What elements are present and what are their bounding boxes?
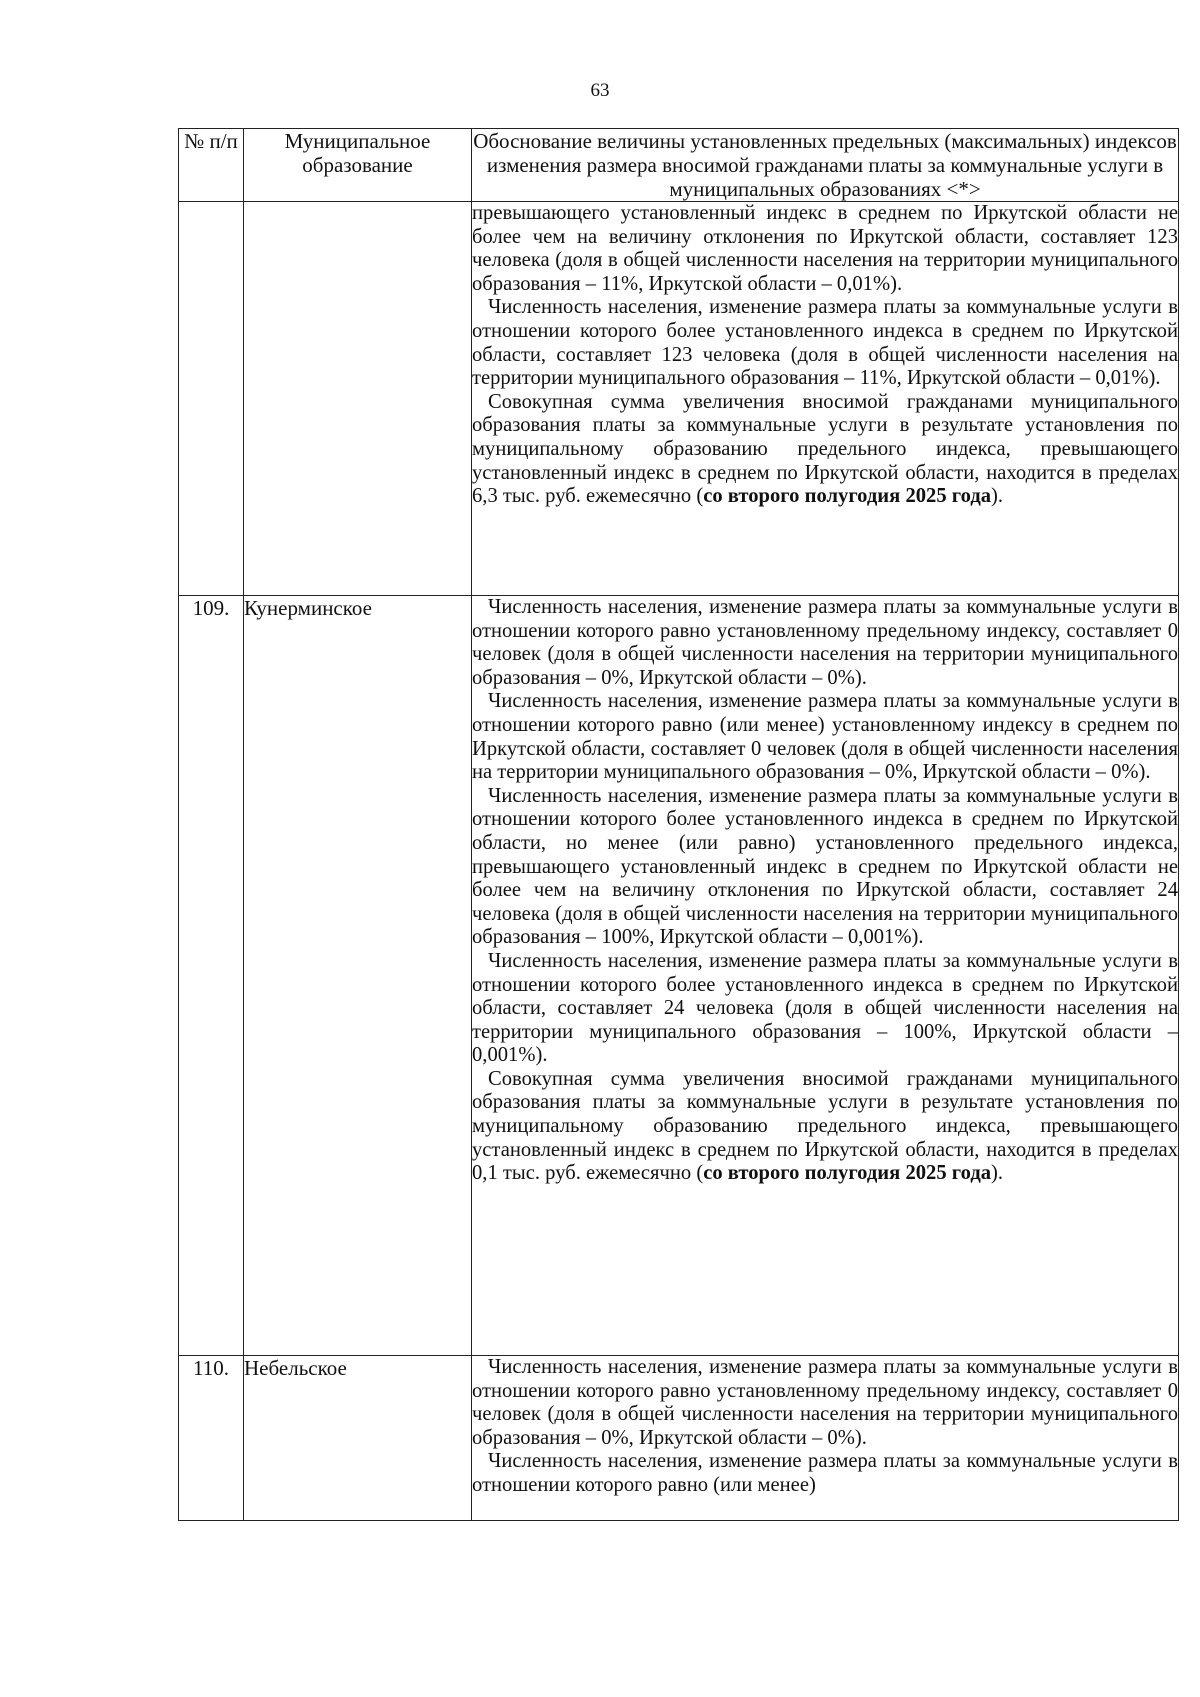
row-number: 110. — [179, 1356, 244, 1521]
header-justification: Обоснование величины установленных предельных (максимальных) индексов изменения размера вносимой гражданами платы за коммунальные услуги в муниципальных образованиях <*> — [473, 129, 1177, 201]
paragraph — [472, 391, 1178, 509]
table-row — [179, 202, 1179, 596]
bold-period: со второго полугодия 2025 года — [703, 1162, 992, 1185]
page-number: 63 — [590, 80, 610, 101]
paragraph-text: Совокупная сумма увеличения вносимой гражданами муниципального образования платы за коммунальные услуги в результате установления по муниципальному образованию предельного индекса, превышающего установленный индекс в среднем по Иркутской области, находится в пределах 0,1 тыс. руб. ежемесячно ( — [472, 1067, 1178, 1185]
justification-cell — [472, 1356, 1179, 1521]
paragraph-tail: ). — [991, 485, 1004, 508]
paragraph: Численность населения, изменение размера платы за коммунальные услуги в отношении которого равно установленному предельному индексу, составляет 0 человек (доля в общей численности населения на территории муниципального образования – 0%, Иркутской области – 0%). — [472, 596, 1178, 689]
municipality-name: Небельское — [244, 1356, 472, 1521]
header-num: № п/п — [179, 129, 244, 202]
paragraph: Численность населения, изменение размера платы за коммунальные услуги в отношении которого более установленного индекса в среднем по Иркутской области, составляет 123 человека (доля в общей численности населения на территории муниципального образования – 11%, Иркутской области – 0,01%). — [472, 296, 1178, 390]
header-municipality: Муниципальное образование — [244, 129, 472, 202]
municipality-name: Кунерминское — [244, 596, 472, 1356]
paragraph-text: Совокупная сумма увеличения вносимой гражданами муниципального образования платы за коммунальные услуги в результате установления по муниципальному образованию предельного индекса, превышающего установленный индекс в среднем по Иркутской области, находится в пределах 6,3 тыс. руб. ежемесячно ( — [472, 390, 1178, 508]
paragraph: Численность населения, изменение размера платы за коммунальные услуги в отношении которого более установленного индекса в среднем по Иркутской области, но менее (или равно) установленного предельного индекса, превышающего установленный индекс в среднем по Иркутской области не более чем на величину отклонения по Иркутской области, составляет 24 человека (доля в общей численности населения на территории муниципального образования – 100%, Иркутской области – 0,001%). — [472, 784, 1178, 949]
paragraph: превышающего установленный индекс в среднем по Иркутской области не более чем на величину отклонения по Иркутской области, составляет 123 человека (доля в общей численности населения на территории муниципального образования – 11%, Иркутской области – 0,01%). — [472, 202, 1178, 295]
justification-cell — [472, 596, 1179, 1356]
table-row — [179, 1356, 1179, 1521]
justification-table — [178, 128, 1179, 1521]
row-number — [179, 202, 244, 596]
bold-period: со второго полугодия 2025 года — [703, 485, 992, 508]
justification-cell — [472, 202, 1179, 596]
table-row — [179, 596, 1179, 1356]
paragraph-tail: ). — [991, 1162, 1004, 1185]
row-number: 109. — [179, 596, 244, 1356]
paragraph: Численность населения, изменение размера платы за коммунальные услуги в отношении которого равно (или менее) установленному индексу в среднем по Иркутской области, составляет 0 человек (доля в общей численности населения на территории муниципального образования – 0%, Иркутской области – 0%). — [472, 690, 1178, 784]
municipality-name — [244, 202, 472, 596]
table-header-row — [179, 129, 1179, 202]
paragraph: Численность населения, изменение размера платы за коммунальные услуги в отношении которого равно (или менее) — [472, 1450, 1178, 1496]
paragraph: Численность населения, изменение размера платы за коммунальные услуги в отношении которого равно установленному предельному индексу, составляет 0 человек (доля в общей численности населения на территории муниципального образования – 0%, Иркутской области – 0%). — [472, 1356, 1178, 1449]
paragraph — [472, 1068, 1178, 1186]
paragraph: Численность населения, изменение размера платы за коммунальные услуги в отношении которого более установленного индекса в среднем по Иркутской области, составляет 24 человека (доля в общей численности населения на территории муниципального образования – 100%, Иркутской области – 0,001%). — [472, 949, 1178, 1067]
